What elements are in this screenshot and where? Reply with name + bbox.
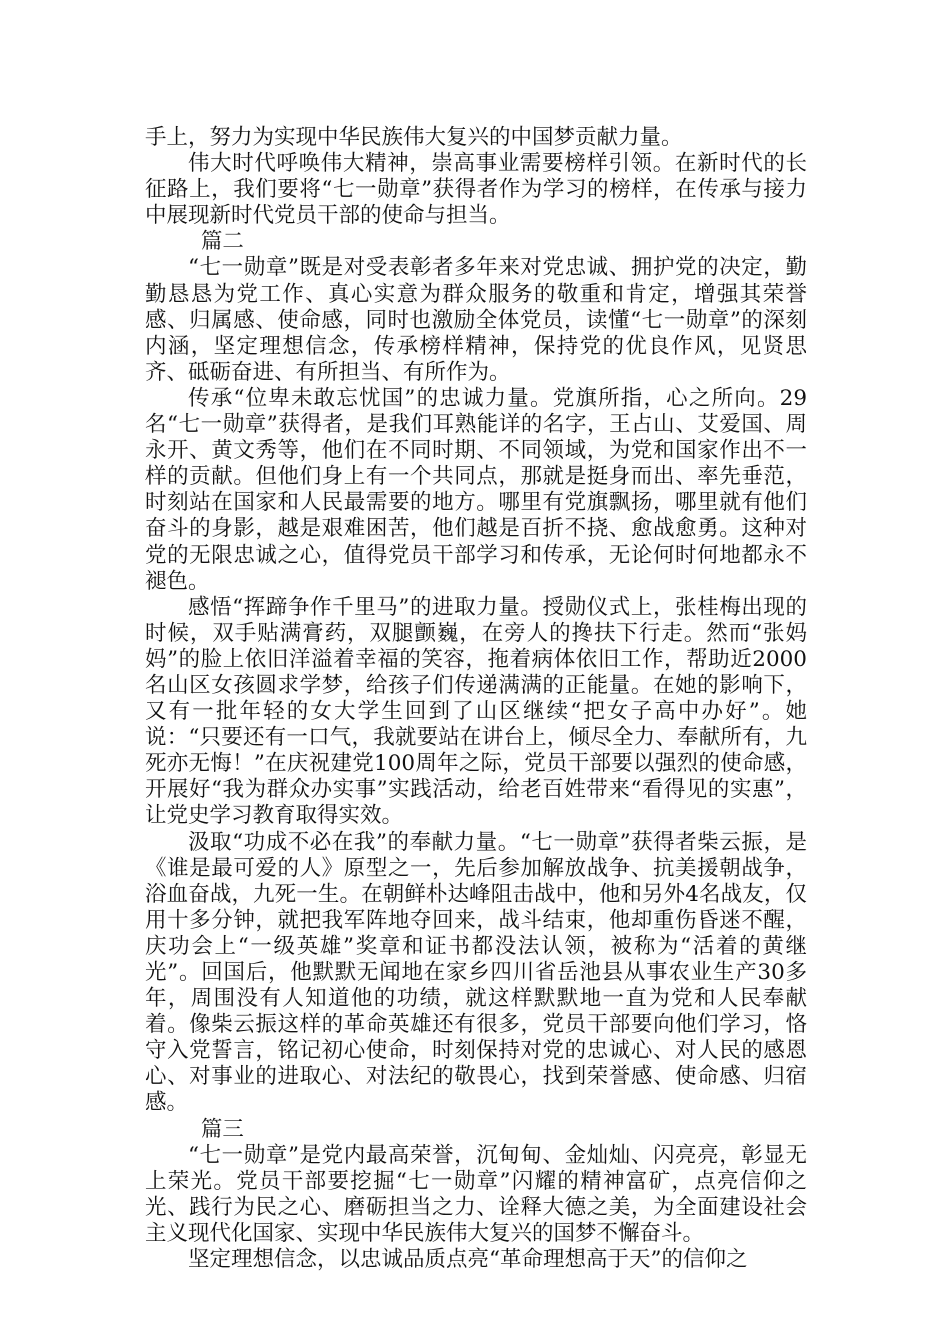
paragraph: 传承“位卑未敢忘忧国”的忠诚力量。党旗所指，心之所向。29名“七一勋章”获得者，是我们耳熟能详的名字，王占山、艾爱国、周永开、黄文秀等，他们在不同时期、不同领域，为党和国家作出不一样的贡献。但他们身上有一个共同点，那就是挺身而出、率先垂范，时刻站在国家和人民最需要的地方。哪里有党旗飘扬，哪里就有他们奋斗的身影，越是艰难困苦，他们越是百折不挠、愈战愈勇。这种对党的无限忠诚之心，值得党员干部学习和传承，无论何时何地都永不褪色。 [145, 385, 807, 594]
paragraph: “七一勋章”是党内最高荣誉，沉甸甸、金灿灿、闪亮亮，彰显无上荣光。党员干部要挖掘“七一勋章”闪耀的精神富矿，点亮信仰之光、践行为民之心、磨砺担当之力、诠释大德之美，为全面建设社会主义现代化国家、实现中华民族伟大复兴的国梦不懈奋斗。 [145, 1142, 807, 1246]
document-body [145, 125, 807, 1273]
paragraph: 感悟“挥蹄争作千里马”的进取力量。授勋仪式上，张桂梅出现的时候，双手贴满膏药，双腿颤巍，在旁人的搀扶下行走。然而“张妈妈”的脸上依旧洋溢着幸福的笑容，拖着病体依旧工作，帮助近2000名山区女孩圆求学梦，给孩子们传递满满的正能量。在她的影响下，又有一批年轻的女大学生回到了山区继续“把女子高中办好”。她说：“只要还有一口气，我就要站在讲台上，倾尽全力、奉献所有，九死亦无悔！”在庆祝建党100周年之际，党员干部要以强烈的使命感，开展好“我为群众办实事”实践活动，给老百姓带来“看得见的实惠”，让党史学习教育取得实效。 [145, 594, 807, 829]
section-heading: 篇三 [200, 1116, 244, 1142]
paragraph-truncated: 坚定理想信念，以忠诚品质点亮“革命理想高于天”的信仰之 [188, 1247, 748, 1273]
paragraph-continuation: 手上，努力为实现中华民族伟大复兴的中国梦贡献力量。 [145, 125, 683, 150]
paragraph: “七一勋章”既是对受表彰者多年来对党忠诚、拥护党的决定，勤勤恳恳为党工作、真心实意为群众服务的敬重和肯定，增强其荣誉感、归属感、使命感，同时也激励全体党员，读懂“七一勋章”的深刻内涵，坚定理想信念，传承榜样精神，保持党的优良作风，见贤思齐、砥砺奋进、有所担当、有所作为。 [145, 255, 807, 385]
paragraph: 汲取“功成不必在我”的奉献力量。“七一勋章”获得者柴云振，是《谁是最可爱的人》原型之一，先后参加解放战争、抗美援朝战争，浴血奋战，九死一生。在朝鲜朴达峰阻击战中，他和另外4名战友，仅用十多分钟，就把我军阵地夺回来，战斗结束，他却重伤昏迷不醒，庆功会上“一级英雄”奖章和证书都没法认领，被称为“活着的黄继光”。回国后，他默默无闻地在家乡四川省岳池县从事农业生产30多年，周围没有人知道他的功绩，就这样默默地一直为党和人民奉献着。像柴云振这样的革命英雄还有很多，党员干部要向他们学习，恪守入党誓言，铭记初心使命，时刻保持对党的忠诚心、对人民的感恩心、对事业的进取心、对法纪的敬畏心，找到荣誉感、使命感、归宿感。 [145, 829, 807, 1116]
section-heading: 篇二 [200, 229, 244, 255]
paragraph: 伟大时代呼唤伟大精神，崇高事业需要榜样引领。在新时代的长征路上，我们要将“七一勋章”获得者作为学习的榜样，在传承与接力中展现新时代党员干部的使命与担当。 [145, 151, 807, 229]
